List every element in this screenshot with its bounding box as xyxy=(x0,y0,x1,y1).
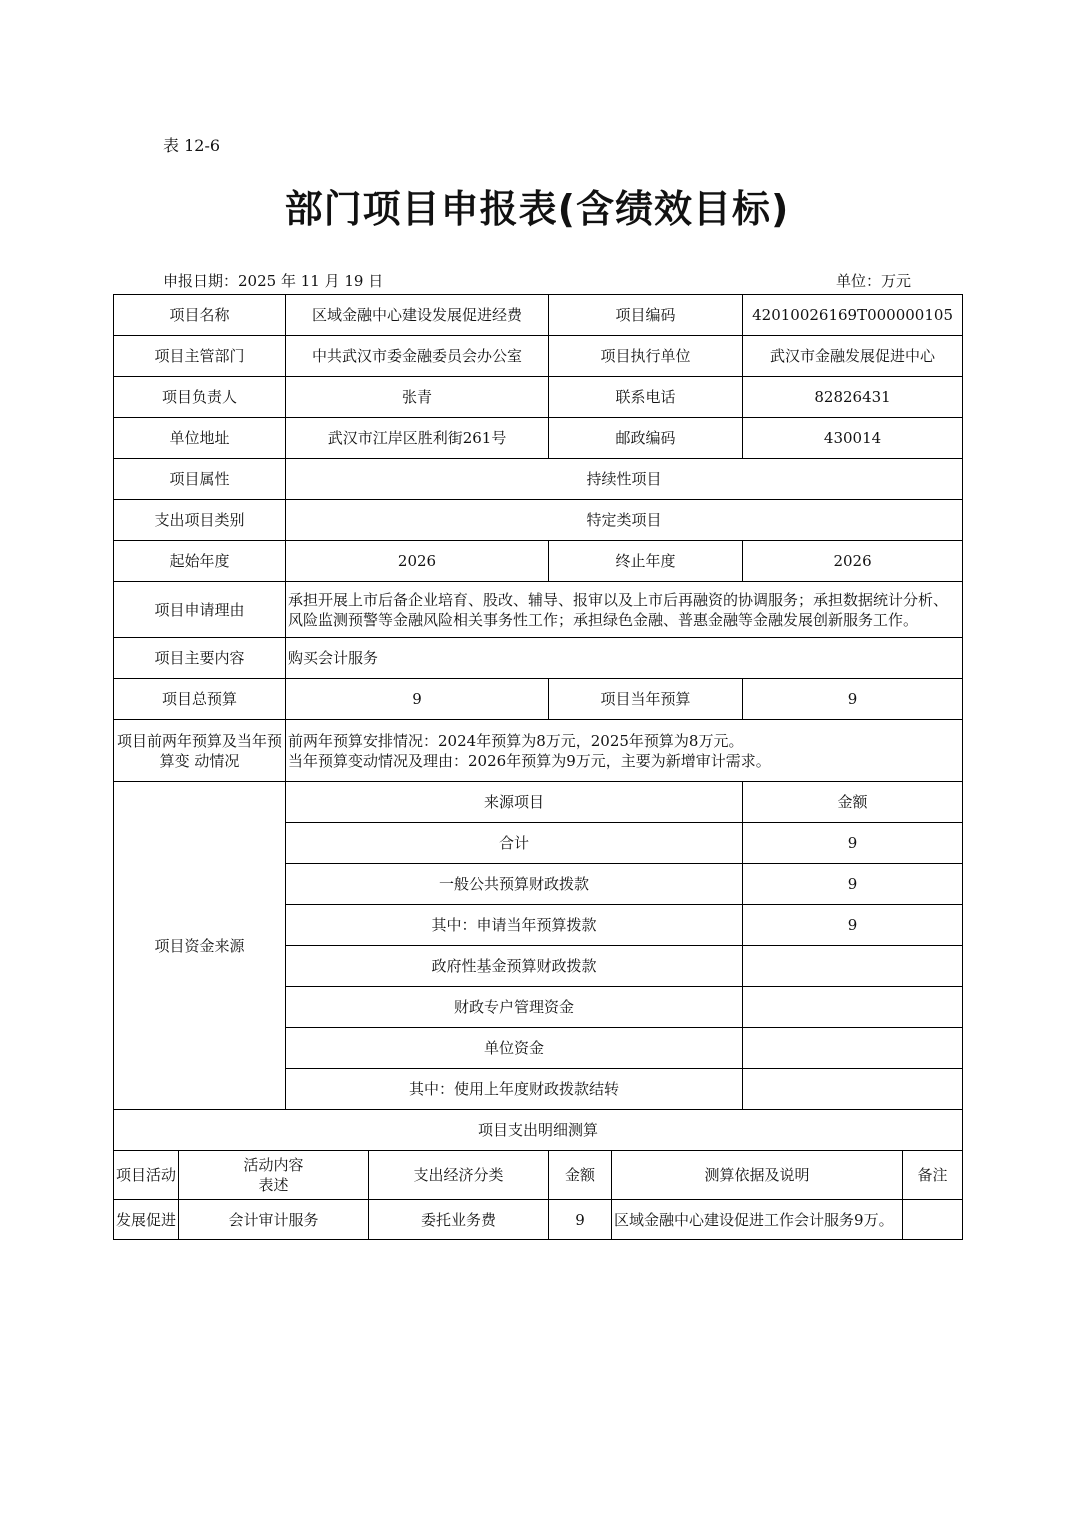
label-total-budget: 项目总预算 xyxy=(114,679,286,720)
funding-source: 一般公共预算财政拨款 xyxy=(286,864,743,905)
table-number: 表 12-6 xyxy=(163,136,221,155)
label-zip: 邮政编码 xyxy=(549,418,743,459)
value-project-code: 42010026169T000000105 xyxy=(743,295,963,336)
funding-amount xyxy=(743,946,963,987)
funding-amount: 9 xyxy=(743,864,963,905)
detail-header-row xyxy=(114,1151,963,1200)
label-exec: 项目执行单位 xyxy=(549,336,743,377)
detail-basis: 区域金融中心建设促进工作会计服务9万。 xyxy=(612,1200,903,1240)
detail-note xyxy=(903,1200,963,1240)
value-content: 购买会计服务 xyxy=(286,638,963,679)
funding-col-amount: 金额 xyxy=(743,782,963,823)
detail-col-basis: 测算依据及说明 xyxy=(612,1151,903,1200)
row-reason xyxy=(114,582,963,638)
funding-source: 单位资金 xyxy=(286,1028,743,1069)
value-end-year: 2026 xyxy=(743,541,963,582)
funding-amount: 9 xyxy=(743,823,963,864)
project-table xyxy=(113,294,963,1240)
value-person: 张青 xyxy=(286,377,549,418)
label-reason: 项目申请理由 xyxy=(114,582,286,638)
report-date: 申报日期：2025 年 11 月 19 日 xyxy=(163,272,384,290)
label-budget-change: 项目前两年预算及当年预算变 动情况 xyxy=(114,720,286,782)
label-content: 项目主要内容 xyxy=(114,638,286,679)
label-start-year: 起始年度 xyxy=(114,541,286,582)
detail-col-note: 备注 xyxy=(903,1151,963,1200)
detail-col-amount: 金额 xyxy=(549,1151,612,1200)
label-current-budget: 项目当年预算 xyxy=(549,679,743,720)
row-budget xyxy=(114,679,963,720)
value-project-name: 区域金融中心建设发展促进经费 xyxy=(286,295,549,336)
row-attr xyxy=(114,459,963,500)
row-years xyxy=(114,541,963,582)
row-content xyxy=(114,638,963,679)
value-zip: 430014 xyxy=(743,418,963,459)
budget-change-line-2: 当年预算变动情况及理由：2026年预算为9万元，主要为新增审计需求。 xyxy=(288,751,771,770)
row-dept xyxy=(114,336,963,377)
funding-header-row xyxy=(114,782,963,823)
label-category: 支出项目类别 xyxy=(114,500,286,541)
funding-source: 合计 xyxy=(286,823,743,864)
funding-source: 财政专户管理资金 xyxy=(286,987,743,1028)
detail-activity: 发展促进 xyxy=(114,1200,179,1240)
label-address: 单位地址 xyxy=(114,418,286,459)
detail-desc: 会计审计服务 xyxy=(179,1200,369,1240)
label-dept: 项目主管部门 xyxy=(114,336,286,377)
budget-change-line-1: 前两年预算安排情况：2024年预算为8万元，2025年预算为8万元。 xyxy=(288,731,744,750)
detail-col-desc xyxy=(179,1151,369,1200)
funding-amount xyxy=(743,1069,963,1110)
detail-title-row xyxy=(114,1110,963,1151)
funding-col-source: 来源项目 xyxy=(286,782,743,823)
detail-row xyxy=(114,1200,963,1240)
funding-amount xyxy=(743,987,963,1028)
value-category: 特定类项目 xyxy=(286,500,963,541)
funding-amount xyxy=(743,1028,963,1069)
row-address xyxy=(114,418,963,459)
funding-source: 其中：使用上年度财政拨款结转 xyxy=(286,1069,743,1110)
value-address: 武汉市江岸区胜利街261号 xyxy=(286,418,549,459)
row-budget-change xyxy=(114,720,963,782)
row-category xyxy=(114,500,963,541)
detail-amount: 9 xyxy=(549,1200,612,1240)
funding-source: 其中：申请当年预算拨款 xyxy=(286,905,743,946)
label-end-year: 终止年度 xyxy=(549,541,743,582)
detail-col-desc-line-1: 活动内容 xyxy=(243,1156,304,1174)
value-current-budget: 9 xyxy=(743,679,963,720)
value-exec: 武汉市金融发展促进中心 xyxy=(743,336,963,377)
value-budget-change xyxy=(286,720,963,782)
row-name xyxy=(114,295,963,336)
funding-amount: 9 xyxy=(743,905,963,946)
label-attr: 项目属性 xyxy=(114,459,286,500)
value-total-budget: 9 xyxy=(286,679,549,720)
label-phone: 联系电话 xyxy=(549,377,743,418)
label-project-code: 项目编码 xyxy=(549,295,743,336)
value-start-year: 2026 xyxy=(286,541,549,582)
label-person: 项目负责人 xyxy=(114,377,286,418)
row-person xyxy=(114,377,963,418)
detail-col-activity: 项目活动 xyxy=(114,1151,179,1200)
value-attr: 持续性项目 xyxy=(286,459,963,500)
label-project-name: 项目名称 xyxy=(114,295,286,336)
label-funding-source: 项目资金来源 xyxy=(114,782,286,1110)
page-title: 部门项目申报表(含绩效目标) xyxy=(284,187,790,231)
detail-col-desc-line-2: 表述 xyxy=(258,1176,289,1194)
value-phone: 82826431 xyxy=(743,377,963,418)
detail-col-econ: 支出经济分类 xyxy=(369,1151,549,1200)
unit-label: 单位：万元 xyxy=(836,272,912,290)
detail-title: 项目支出明细测算 xyxy=(114,1110,963,1151)
detail-econ: 委托业务费 xyxy=(369,1200,549,1240)
funding-source: 政府性基金预算财政拨款 xyxy=(286,946,743,987)
value-reason: 承担开展上市后备企业培育、股改、辅导、报审以及上市后再融资的协调服务；承担数据统计分析、风险监测预警等金融风险相关事务性工作；承担绿色金融、普惠金融等金融发展创新服务工作。 xyxy=(286,582,963,638)
value-dept: 中共武汉市委金融委员会办公室 xyxy=(286,336,549,377)
